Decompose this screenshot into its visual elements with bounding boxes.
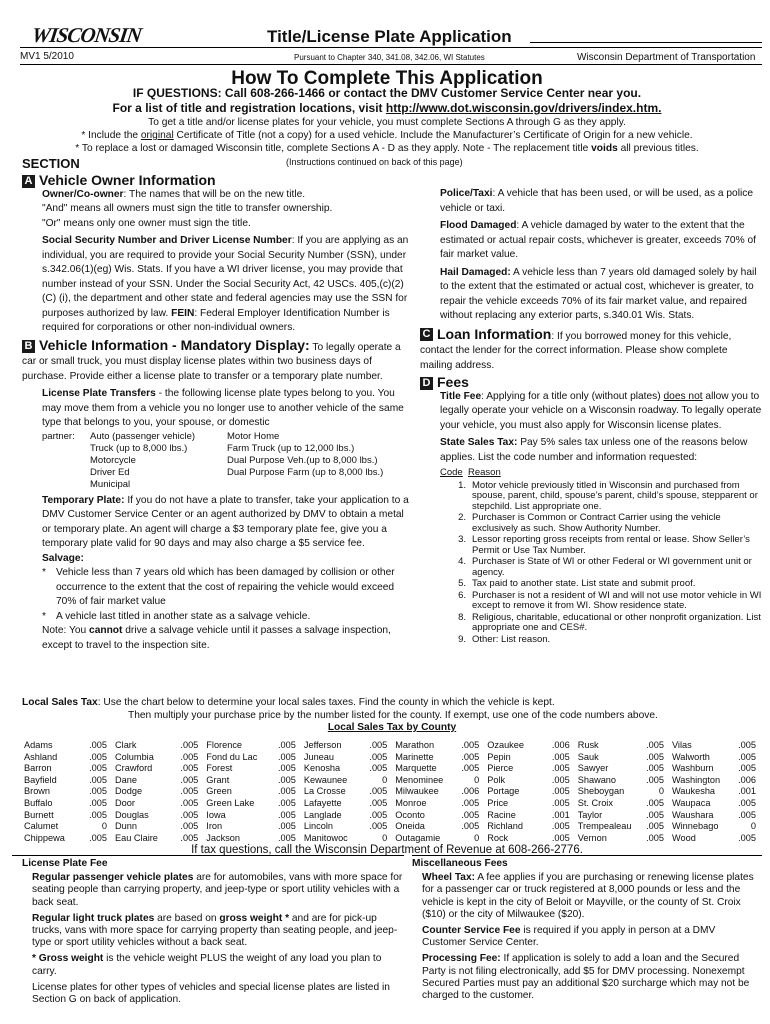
header-divider-2	[20, 64, 762, 65]
misc-fees: Miscellaneous Fees Wheel Tax: A fee applies if you are purchasing or renewing license plates for a passenger car or truck registered at 8,000 pounds or less and the vehicle is kept in the city of Beloit or Mayville, or the county of St. Croix ($10) or the city of Milwaukee ($20). Counter Service Fee is required if you apply in person at a DMV Customer Service Center. Processing Fee: If application is solely to add a loan and the Secured Party is not filing electronically, add $5 for DMV processing. Nonexempt Secured Parties must pay an additional $20 surcharge which may not be charged to the customer.	[412, 858, 754, 1002]
county-name: Clark	[115, 740, 137, 750]
county-name: Brown	[24, 786, 51, 797]
county-rate: .005	[89, 740, 108, 750]
county-rate: .005	[89, 751, 108, 762]
county-name: Forest	[206, 763, 233, 774]
bottom-right-rule	[412, 855, 762, 856]
county-rate: .001	[551, 809, 570, 820]
dot-website-link[interactable]: http://www.dot.wisconsin.gov/drivers/index.htm.	[385, 101, 662, 115]
county-rate: .005	[738, 740, 756, 750]
license-plate-fee: License Plate Fee Regular passenger vehicle plates are for automobiles, vans with more space for seating people than carrying property, and jeep-type or sport utility vehicles with a back seat. Regular light truck plates are based on gross weight * and are for pick-up trucks, vans with more space for carrying property than seating people, and jeep-type or sport utility vehicles without a back seat. * Gross weight is the vehicle weight PLUS the weight of any load you plan to carry. License plates for other types of vehicles and special license plates are listed in Section G on back of application.	[22, 858, 403, 1006]
county-name: Oneida	[395, 821, 425, 832]
county-name: Ozaukee	[487, 740, 524, 750]
county-rate: .005	[646, 832, 664, 843]
county-name: Menominee	[395, 774, 444, 785]
county-name: Milwaukee	[395, 786, 439, 797]
police-text: Police/Taxi: A vehicle that has been used, or will be used, as a police vehicle or taxi.	[440, 188, 753, 214]
county-rate: 0	[474, 774, 480, 785]
county-rate: 0	[382, 832, 388, 843]
county-rate: .005	[551, 751, 570, 762]
right-column	[420, 187, 762, 646]
county-rate: .005	[180, 809, 199, 820]
county-name: St. Croix	[577, 797, 613, 808]
bottom-left-rule	[12, 855, 404, 856]
county-name: Kenosha	[303, 763, 341, 774]
county-rate: .005	[180, 751, 199, 762]
county-rate: .005	[461, 809, 480, 820]
reason-item: 5. Tax paid to another state. List state and submit proof.	[458, 578, 696, 590]
county-name: Juneau	[303, 751, 335, 762]
county-rate: .006	[461, 786, 480, 797]
county-name: Richland	[487, 821, 523, 832]
county-rate: .005	[646, 821, 664, 832]
salvage-heading: Salvage:	[42, 552, 84, 564]
county-rate: .005	[646, 797, 664, 808]
county-rate: .005	[89, 774, 108, 785]
county-name: Ashland	[24, 751, 58, 762]
state-tax-text: State Sales Tax: Pay 5% sales tax unless one of the reasons below applies. List the code number and information requested:	[440, 437, 748, 463]
county-name: Trempealeau	[577, 821, 632, 832]
reason-item: 8. Religious, charitable, educational or other nonprofit organization. List appropriate one and CES#.	[458, 611, 761, 634]
county-rate: .005	[89, 832, 108, 843]
county-rate: .005	[646, 751, 664, 762]
county-row	[22, 810, 762, 822]
county-rate: .005	[646, 809, 664, 820]
county-name: Jackson	[206, 832, 241, 843]
county-rate: .005	[646, 774, 664, 785]
county-name: Grant	[206, 774, 230, 785]
or-text: "Or" means only one owner must sign the title.	[42, 217, 251, 229]
statutes: Pursuant to Chapter 340, 341.08, 342.06, WI Statutes	[294, 53, 485, 62]
county-name: Crawford	[115, 763, 153, 774]
county-name: Marquette	[395, 763, 437, 774]
county-name: Green	[206, 786, 232, 797]
county-name: Iron	[206, 821, 223, 832]
county-rate: .005	[277, 832, 296, 843]
county-name: Pepin	[487, 751, 511, 762]
reason-item: 6. Purchaser is not a resident of WI and will not use motor vehicle in WI except to remove it from WI. Show residence state.	[458, 589, 762, 612]
flood-text: Flood Damaged: A vehicle damaged by water to the extent that the estimated or actual repair costs, whichever is greater, exceeds 70% of fair market value.	[440, 220, 756, 260]
county-rate: .005	[551, 774, 570, 785]
intro-line-2: * Include the original Certificate of Title (not a copy) for a used vehicle. Include the Manufacturer’s Certificate of Origin for a new vehicle.	[81, 130, 693, 141]
section-b: B Vehicle Information - Mandatory Display: To legally operate a car or small truck, you must display license plates within two business days of purchase. Provide either a license plate to transfer or a temporary plate number.	[22, 336, 401, 382]
reason-item: 1. Motor vehicle previously titled in Wisconsin and purchased from spouse, parent, child, spouse’s parent, child’s spouse, stepparent or stepchild. List appropriate one.	[458, 479, 758, 512]
and-text: "And" means all owners must sign the title to transfer ownership.	[42, 203, 333, 215]
county-name: Lafayette	[303, 797, 342, 808]
county-rate: .006	[551, 740, 570, 750]
county-name: Shawano	[577, 774, 617, 785]
section-d-heading: D Fees	[420, 375, 762, 390]
county-rate: .005	[551, 786, 570, 797]
header-divider	[20, 47, 762, 48]
questions-line: IF QUESTIONS: Call 608-266-1466 or contact the DMV Customer Service Center near you.	[132, 86, 642, 100]
county-row	[22, 752, 762, 764]
county-name: Walworth	[671, 751, 710, 762]
county-name: Marinette	[395, 751, 434, 762]
county-rate: .005	[738, 763, 756, 774]
county-rate: .005	[551, 763, 570, 774]
county-name: Florence	[206, 740, 243, 750]
reason-item: 4. Purchaser is State of WI or other Federal or WI government unit or agency.	[458, 556, 752, 578]
county-rate: .005	[89, 763, 108, 774]
county-name: Dunn	[115, 821, 137, 832]
title-rule	[530, 42, 762, 43]
county-rate: 0	[658, 786, 664, 797]
county-rate: .005	[461, 797, 480, 808]
section-label: SECTION	[22, 156, 80, 171]
county-rate: .005	[277, 740, 296, 750]
county-rate: .005	[461, 763, 480, 774]
county-rate: .005	[277, 809, 296, 820]
county-name: Waupaca	[671, 797, 711, 808]
county-rate: .005	[277, 821, 296, 832]
county-rate: .005	[277, 797, 296, 808]
section-d-badge: D	[420, 377, 433, 390]
county-name: Fond du Lac	[206, 751, 258, 762]
county-name: Douglas	[115, 809, 149, 820]
intro-line-3: * To replace a lost or damaged Wisconsin title, complete Sections A - D as they apply. Note - The replacement title voids all previous titles.	[75, 143, 699, 154]
county-rate: .005	[89, 786, 108, 797]
section-a-badge: A	[22, 175, 35, 188]
county-rate: .005	[180, 786, 199, 797]
county-name: Langlade	[303, 809, 342, 820]
county-name: Barron	[24, 763, 52, 774]
county-rate: .005	[646, 763, 664, 774]
county-name: Adams	[24, 740, 53, 750]
county-rate: 0	[750, 821, 756, 832]
county-rate: .005	[369, 751, 388, 762]
form-title: Title/License Plate Application	[267, 27, 512, 46]
county-name: Kewaunee	[303, 774, 348, 785]
county-rate: .006	[738, 774, 756, 785]
county-rate: .005	[277, 774, 296, 785]
county-name: Jefferson	[303, 740, 342, 750]
owner-text: Owner/Co-owner: The names that will be on the new title.	[42, 188, 306, 200]
county-rate: .005	[89, 797, 108, 808]
county-name: Price	[487, 797, 509, 808]
county-rate: .001	[738, 786, 756, 797]
county-rate: .005	[89, 809, 108, 820]
county-rate: .005	[551, 797, 570, 808]
section-b-badge: B	[22, 340, 35, 353]
county-row	[22, 763, 762, 775]
county-name: Burnett	[24, 809, 54, 820]
county-name: Sheboygan	[577, 786, 625, 797]
county-row	[22, 798, 762, 810]
county-rate: .005	[461, 751, 480, 762]
county-row	[22, 740, 762, 752]
county-name: Buffalo	[24, 797, 53, 808]
county-name: Vernon	[577, 832, 607, 843]
county-name: Rusk	[577, 740, 599, 750]
county-rate: .005	[646, 740, 664, 750]
county-name: Columbia	[115, 751, 154, 762]
reason-item: 9. Other: List reason.	[458, 633, 551, 645]
county-rate: .005	[551, 821, 570, 832]
county-name: Dodge	[115, 786, 143, 797]
county-rate: .005	[369, 821, 388, 832]
county-name: Racine	[487, 809, 516, 820]
county-rate: .005	[277, 751, 296, 762]
county-rate: .005	[738, 751, 756, 762]
county-name: Washburn	[671, 763, 714, 774]
sales-tax-table-title: Local Sales Tax by County	[327, 722, 457, 733]
county-rate: 0	[474, 832, 480, 843]
county-name: Eau Claire	[115, 832, 158, 843]
county-name: Vilas	[671, 740, 692, 750]
county-rate: .005	[369, 763, 388, 774]
intro-line-1: To get a title and/or license plates for your vehicle, you must complete Sections A through G as they apply.	[148, 117, 626, 128]
department: Wisconsin Department of Transportation	[577, 52, 756, 63]
county-name: Iowa	[206, 809, 226, 820]
county-rate: .005	[180, 774, 199, 785]
county-name: Polk	[487, 774, 506, 785]
county-rate: .005	[180, 740, 199, 750]
county-name: Waukesha	[671, 786, 716, 797]
continued-note: (Instructions continued on back of this page)	[286, 157, 463, 167]
county-name: Sauk	[577, 751, 599, 762]
salvage-1: * Vehicle less than 7 years old which has been damaged by collision or other occurrence to the extent that the cost of repairing the vehicle would exceed 70% of fair market value	[42, 567, 395, 608]
local-sales-tax: Local Sales Tax: Use the chart below to determine your local sales taxes. Find the county in which the vehicle is kept. Then multiply your purchase price by the number listed for the county. If exempt, use one of the code numbers above. Local Sales Tax by County	[22, 697, 762, 735]
left-column	[22, 173, 414, 653]
county-rate: 0	[382, 774, 388, 785]
county-name: Bayfield	[24, 774, 57, 785]
reason-item: 2. Purchaser is Common or Contract Carrier using the vehicle exclusively as such. Show Authority Number.	[458, 512, 721, 534]
county-name: Washington	[671, 774, 721, 785]
county-rate: .005	[461, 821, 480, 832]
wisconsin-logo: WISCONSIN	[30, 23, 143, 47]
county-name: Oconto	[395, 809, 425, 820]
county-name: Monroe	[395, 797, 427, 808]
county-name: Sawyer	[577, 763, 609, 774]
county-name: Taylor	[577, 809, 603, 820]
county-name: Manitowoc	[303, 832, 348, 843]
temp-plate-text: Temporary Plate: If you do not have a plate to transfer, take your application to a DMV Customer Service Center or an agent authorized by DMV to obtain a metal or temporary plate. An agent will charge a $3 temporary plate fee, give you a temporary plate valid for 90 days and may also charge a $5 service fee.	[42, 494, 409, 550]
form-page	[12, 0, 762, 1024]
county-rate: .005	[180, 797, 199, 808]
county-name: Dane	[115, 774, 137, 785]
county-rate: .005	[551, 832, 570, 843]
county-rate: 0	[101, 821, 108, 832]
county-row	[22, 821, 762, 833]
county-name: Chippewa	[24, 832, 65, 843]
county-rate: .005	[369, 786, 388, 797]
title-fee-text: Title Fee: Applying for a title only (without plates) does not allow you to legally operate your vehicle on a Wisconsin roadway. To legally operate your vehicle, you must also apply for Wisconsin license plates.	[440, 390, 762, 431]
plate-types: partner: Auto (passenger vehicle) Motor Home Truck (up to 8,000 lbs.) Farm Truck (up to 12,000 lbs.) Motorcycle Dual Purpose Veh.(up to 8,000 lbs.) Driver Ed Dual Purpose Farm (up to 8,000 lbs.) Municipal	[42, 430, 384, 490]
county-rate: .005	[277, 763, 296, 774]
county-name: Calumet	[24, 821, 59, 832]
dor-line: If tax questions, call the Wisconsin Department of Revenue at 608-266-2776.	[191, 844, 583, 856]
reason-codes: Code Reason 1. Motor vehicle previously titled in Wisconsin and purchased from spouse, parent, child, spouse’s parent, child’s spouse, stepparent or stepchild. List appropriate one. 2. Purchaser is Common or Contract Carrier using the vehicle exclusively as such. Show Authority Number. 3. Lessor reporting gross receipts from rental or lease. Show Seller’s Permit or Use Tax Number. 4. Purchaser is State of WI or other Federal or WI government unit or agency. 5. Tax paid to another state. List state and submit proof. 6. Purchaser is not a resident of WI and will not use motor vehicle in WI except to remove it from WI. Show residence state. 8. Religious, charitable, educational or other nonprofit organization. List appropriate one and CES#. 9. Other: List reason.	[440, 467, 762, 645]
county-rate: .005	[180, 763, 199, 774]
county-name: Winnebago	[671, 821, 719, 832]
county-name: Lincoln	[303, 821, 333, 832]
section-c: C Loan Information: If you borrowed money for this vehicle, contact the lender for the correct information. Please show complete mailing address.	[420, 325, 732, 371]
county-rate: .005	[277, 786, 296, 797]
county-rate: .005	[369, 809, 388, 820]
county-name: Waushara	[671, 809, 714, 820]
locations-line	[12, 101, 762, 116]
county-name: Portage	[487, 786, 520, 797]
county-rate: .005	[369, 740, 388, 750]
county-row	[22, 775, 762, 787]
reason-list	[440, 481, 762, 646]
county-name: Outagamie	[395, 832, 441, 843]
county-name: Marathon	[395, 740, 435, 750]
county-name: Rock	[487, 832, 509, 843]
reason-item: 3. Lessor reporting gross receipts from rental or lease. Show Seller’s Permit or Use Tax Number.	[458, 534, 750, 556]
county-rate: .005	[180, 821, 199, 832]
county-name: Pierce	[487, 763, 514, 774]
county-rate: .005	[180, 832, 199, 843]
county-name: Green Lake	[206, 797, 255, 808]
section-a-heading: A Vehicle Owner Information	[22, 173, 414, 188]
county-tax-table	[22, 740, 762, 844]
county-name: La Crosse	[303, 786, 346, 797]
county-name: Wood	[671, 832, 696, 843]
instructions-heading: How To Complete This Application	[231, 68, 543, 89]
locations-prefix: For a list of title and registration locations, visit	[112, 101, 386, 115]
county-name: Door	[115, 797, 135, 808]
section-c-badge: C	[420, 328, 433, 341]
salvage-2: * A vehicle last titled in another state as a salvage vehicle.	[42, 610, 311, 622]
county-rate: .005	[738, 809, 756, 820]
hail-text: Hail Damaged: A vehicle less than 7 years old damaged solely by hail to the extent that the estimated or actual cost, whichever is greater, to repair the vehicle exceeds 70% of its fair market value, and repaired without replacing any exterior parts, s.340.01 Wis. Stats.	[440, 266, 757, 321]
county-rate: .005	[461, 740, 480, 750]
county-rate: .005	[738, 832, 756, 843]
form-id: MV1 5/2010	[20, 51, 74, 62]
transfer-text: License Plate Transfers - the following license plate types belong to you. You may move them from a vehicle you no longer use to another vehicle of the same type that belongs to you, your spouse, or domestic	[42, 388, 404, 429]
county-rate: .005	[369, 797, 388, 808]
ssn-text: Social Security Number and Driver License Number: If you are applying as an individual, you are required to provide your Social Security Number (SSN), under s.342.06(1)(eg) Wis. Stats. If you have a WI driver license, you may provide that number instead of your SSN. Under the Social Security Act, 42 USCs. 405,(c)(2)(C) (i), the department and other state and federal agencies may use the SSN for purposes authorized by law. FEIN: Federal Employer Identification Number is required for corporations or other non-individual owners.	[42, 235, 409, 334]
county-rate: .005	[738, 797, 756, 808]
salvage-note: Note: You cannot drive a salvage vehicle until it passes a salvage inspection, except to travel to the inspection site.	[42, 625, 391, 651]
county-row	[22, 786, 762, 798]
